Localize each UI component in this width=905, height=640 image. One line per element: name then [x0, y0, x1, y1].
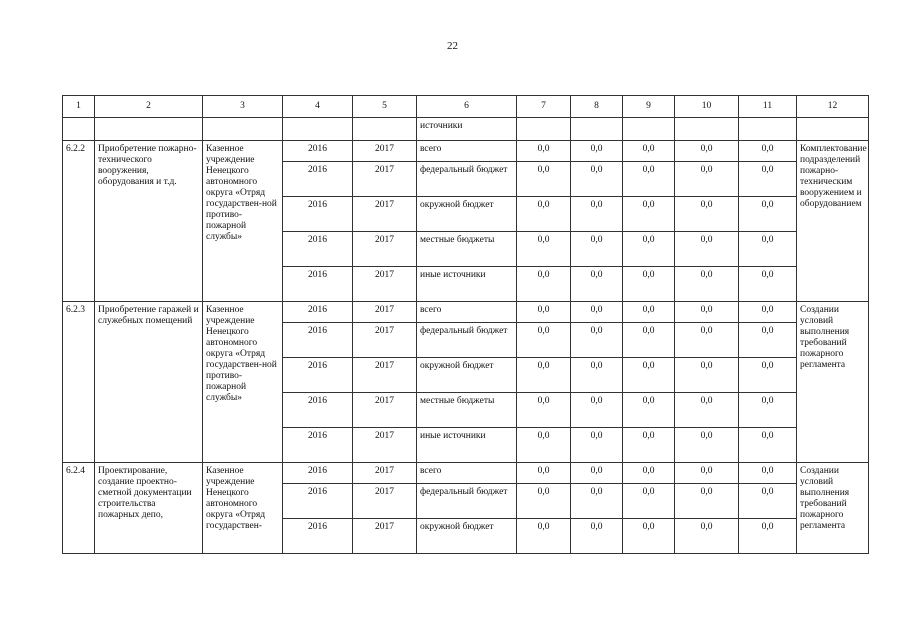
start-year: 2016 [283, 162, 353, 197]
header-cell: 7 [517, 96, 571, 118]
value-col-9: 0,0 [623, 484, 675, 519]
value-col-11: 0,0 [739, 141, 797, 162]
value-col-11: 0,0 [739, 302, 797, 323]
item-result: Создании условий выполнения требований пожарного регламента [797, 302, 869, 463]
value-col-10: 0,0 [675, 267, 739, 302]
funding-source: окружной бюджет [417, 519, 517, 554]
value-col-7: 0,0 [517, 197, 571, 232]
table-row [63, 302, 869, 323]
page-number: 22 [447, 40, 458, 52]
value-col-10: 0,0 [675, 323, 739, 358]
funding-source: окружной бюджет [417, 197, 517, 232]
value-col-11: 0,0 [739, 393, 797, 428]
value-col-8: 0,0 [571, 141, 623, 162]
value-col-7: 0,0 [517, 162, 571, 197]
value-col-7: 0,0 [517, 428, 571, 463]
value-col-8: 0,0 [571, 463, 623, 484]
start-year: 2016 [283, 393, 353, 428]
end-year: 2017 [353, 519, 417, 554]
value-col-11: 0,0 [739, 323, 797, 358]
value-col-8: 0,0 [571, 232, 623, 267]
funding-source: федеральный бюджет [417, 323, 517, 358]
item-executor: Казенное учреждение Ненецкого автономного округа «Отряд государствен-ной противо-пожарной службы» [203, 302, 283, 463]
value-col-9: 0,0 [623, 358, 675, 393]
item-name: Приобретение гаражей и служебных помещений [95, 302, 203, 463]
end-year: 2017 [353, 358, 417, 393]
end-year: 2017 [353, 232, 417, 267]
funding-source: иные источники [417, 428, 517, 463]
value-col-9: 0,0 [623, 463, 675, 484]
end-year: 2017 [353, 323, 417, 358]
value-col-9: 0,0 [623, 267, 675, 302]
funding-source: всего [417, 302, 517, 323]
funding-source: окружной бюджет [417, 358, 517, 393]
value-col-10: 0,0 [675, 393, 739, 428]
item-code: 6.2.3 [63, 302, 95, 463]
value-col-10: 0,0 [675, 428, 739, 463]
value-col-11: 0,0 [739, 463, 797, 484]
start-year: 2016 [283, 323, 353, 358]
value-col-9: 0,0 [623, 323, 675, 358]
funding-source: всего [417, 463, 517, 484]
value-col-10: 0,0 [675, 463, 739, 484]
value-col-10: 0,0 [675, 484, 739, 519]
start-year: 2016 [283, 302, 353, 323]
header-cell: 6 [417, 96, 517, 118]
funding-source: местные бюджеты [417, 393, 517, 428]
value-col-11: 0,0 [739, 267, 797, 302]
value-col-8: 0,0 [571, 267, 623, 302]
start-year: 2016 [283, 519, 353, 554]
header-cell: 11 [739, 96, 797, 118]
funding-source: всего [417, 141, 517, 162]
value-col-11: 0,0 [739, 428, 797, 463]
value-col-10: 0,0 [675, 162, 739, 197]
value-col-8: 0,0 [571, 393, 623, 428]
item-executor: Казенное учреждение Ненецкого автономного округа «Отряд государствен-ной противо-пожарной службы» [203, 141, 283, 302]
start-year: 2016 [283, 484, 353, 519]
value-col-9: 0,0 [623, 141, 675, 162]
item-code: 6.2.2 [63, 141, 95, 302]
value-col-9: 0,0 [623, 232, 675, 267]
program-table [62, 95, 869, 554]
end-year: 2017 [353, 267, 417, 302]
header-cell: 12 [797, 96, 869, 118]
value-col-11: 0,0 [739, 358, 797, 393]
value-col-7: 0,0 [517, 232, 571, 267]
value-col-7: 0,0 [517, 463, 571, 484]
continuation-row [63, 118, 869, 141]
value-col-7: 0,0 [517, 358, 571, 393]
item-result: Создании условий выполнения требований пожарного регламента [797, 463, 869, 554]
funding-source: федеральный бюджет [417, 162, 517, 197]
table-row [63, 141, 869, 162]
start-year: 2016 [283, 141, 353, 162]
start-year: 2016 [283, 197, 353, 232]
header-cell: 9 [623, 96, 675, 118]
value-col-11: 0,0 [739, 197, 797, 232]
header-row [63, 96, 869, 118]
value-col-7: 0,0 [517, 302, 571, 323]
value-col-10: 0,0 [675, 519, 739, 554]
start-year: 2016 [283, 463, 353, 484]
value-col-9: 0,0 [623, 519, 675, 554]
value-col-10: 0,0 [675, 197, 739, 232]
end-year: 2017 [353, 162, 417, 197]
value-col-9: 0,0 [623, 302, 675, 323]
header-cell: 10 [675, 96, 739, 118]
start-year: 2016 [283, 358, 353, 393]
value-col-10: 0,0 [675, 358, 739, 393]
item-code: 6.2.4 [63, 463, 95, 554]
end-year: 2017 [353, 463, 417, 484]
header-cell: 1 [63, 96, 95, 118]
end-year: 2017 [353, 302, 417, 323]
value-col-9: 0,0 [623, 197, 675, 232]
item-result: Комплектование подразделений пожарно-техническим вооружением и оборудованием [797, 141, 869, 302]
end-year: 2017 [353, 484, 417, 519]
value-col-7: 0,0 [517, 141, 571, 162]
value-col-10: 0,0 [675, 232, 739, 267]
value-col-11: 0,0 [739, 519, 797, 554]
header-cell: 3 [203, 96, 283, 118]
item-name: Проектирование, создание проектно-сметной документации строительства пожарных депо, [95, 463, 203, 554]
value-col-9: 0,0 [623, 428, 675, 463]
start-year: 2016 [283, 428, 353, 463]
start-year: 2016 [283, 232, 353, 267]
value-col-10: 0,0 [675, 141, 739, 162]
value-col-8: 0,0 [571, 358, 623, 393]
source-cell: источники [417, 118, 517, 141]
value-col-11: 0,0 [739, 162, 797, 197]
funding-source: иные источники [417, 267, 517, 302]
header-cell: 4 [283, 96, 353, 118]
value-col-9: 0,0 [623, 162, 675, 197]
value-col-8: 0,0 [571, 484, 623, 519]
end-year: 2017 [353, 428, 417, 463]
value-col-9: 0,0 [623, 393, 675, 428]
value-col-7: 0,0 [517, 267, 571, 302]
header-cell: 2 [95, 96, 203, 118]
funding-source: местные бюджеты [417, 232, 517, 267]
item-name: Приобретение пожарно-технического вооружения, оборудования и т.д. [95, 141, 203, 302]
value-col-8: 0,0 [571, 323, 623, 358]
value-col-8: 0,0 [571, 162, 623, 197]
value-col-7: 0,0 [517, 323, 571, 358]
value-col-11: 0,0 [739, 232, 797, 267]
table-row [63, 463, 869, 484]
value-col-8: 0,0 [571, 302, 623, 323]
value-col-10: 0,0 [675, 302, 739, 323]
value-col-8: 0,0 [571, 197, 623, 232]
item-executor: Казенное учреждение Ненецкого автономного округа «Отряд государствен- [203, 463, 283, 554]
value-col-7: 0,0 [517, 393, 571, 428]
start-year: 2016 [283, 267, 353, 302]
value-col-8: 0,0 [571, 428, 623, 463]
end-year: 2017 [353, 393, 417, 428]
funding-source: федеральный бюджет [417, 484, 517, 519]
value-col-11: 0,0 [739, 484, 797, 519]
value-col-7: 0,0 [517, 484, 571, 519]
end-year: 2017 [353, 141, 417, 162]
value-col-7: 0,0 [517, 519, 571, 554]
value-col-8: 0,0 [571, 519, 623, 554]
end-year: 2017 [353, 197, 417, 232]
header-cell: 5 [353, 96, 417, 118]
header-cell: 8 [571, 96, 623, 118]
